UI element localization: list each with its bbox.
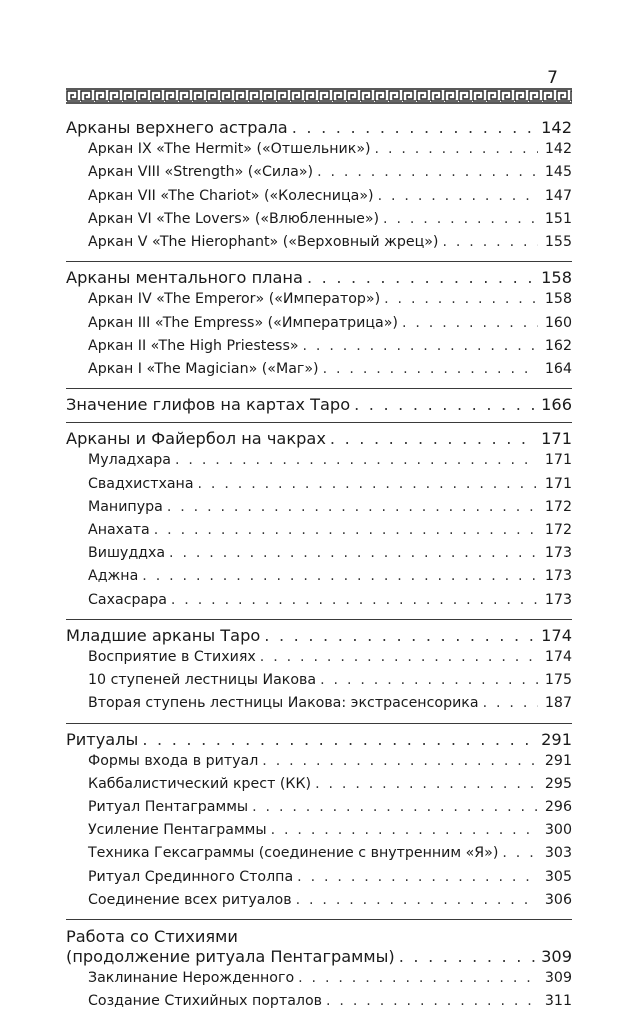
toc-heading	[66, 268, 572, 291]
dot-leader	[271, 822, 538, 838]
toc-heading-title: Младшие арканы Таро	[66, 625, 261, 645]
toc-entry-page: 171	[544, 452, 572, 469]
toc-entry-page: 173	[544, 568, 572, 585]
toc-heading-page: 174	[541, 625, 572, 645]
toc-heading-page: 142	[541, 118, 572, 137]
toc-entry-label: Свадхистхана	[88, 475, 194, 492]
toc-heading-page: 309	[541, 947, 572, 966]
dot-leader	[307, 268, 537, 287]
page-number: 7	[547, 68, 558, 88]
toc-entry	[66, 892, 572, 915]
toc-entry-page: 174	[544, 648, 572, 665]
toc-entry-label: Ритуал Срединного Столпа	[88, 868, 294, 885]
toc-section	[66, 261, 572, 384]
toc-entry-label: 10 ступеней лестницы Иакова	[88, 672, 317, 689]
toc-entry	[66, 338, 572, 361]
dot-leader	[169, 545, 538, 561]
toc-entry-label: Аркан VI «The Lovers» («Влюбленные»)	[88, 210, 380, 227]
toc-entry	[66, 361, 572, 384]
toc-entry	[66, 452, 572, 475]
toc-entry-page: 187	[544, 695, 572, 712]
toc-entry	[66, 211, 572, 234]
dot-leader	[378, 188, 538, 204]
toc-entry	[66, 188, 572, 211]
toc-entry	[66, 291, 572, 314]
toc-entry	[66, 592, 572, 615]
dot-leader	[323, 361, 538, 377]
toc-entry-label: Аркан V «The Hierophant» («Верховный жрец»)	[88, 233, 439, 250]
toc-entry-page: 145	[544, 164, 572, 181]
toc-entry-label: Аркан III «The Empress» («Императрица»)	[88, 314, 398, 331]
toc-heading-page: 158	[541, 268, 572, 288]
toc-heading	[66, 118, 572, 141]
toc-entry	[66, 164, 572, 187]
toc-entry	[66, 753, 572, 776]
toc-entry-page: 303	[544, 845, 572, 862]
toc-entry-label: Аркан VIII «Strength» («Сила»)	[88, 164, 314, 181]
dot-leader	[317, 164, 538, 180]
toc-entry	[66, 522, 572, 545]
toc-entry-label: Аркан IX «The Hermit» («Отшельник»)	[88, 141, 371, 158]
toc-entry-label: Вишуддха	[88, 545, 166, 562]
toc-entry	[66, 822, 572, 845]
toc-entry-label: Ритуал Пентаграммы	[88, 799, 249, 816]
toc-entry-label: Усиление Пентаграммы	[88, 822, 267, 839]
dot-leader	[320, 672, 538, 688]
toc-entry	[66, 568, 572, 591]
toc-entry-page: 296	[544, 799, 572, 816]
toc-heading	[66, 395, 572, 418]
toc-heading-page: 171	[541, 429, 572, 449]
toc-entry-page: 173	[544, 591, 572, 608]
toc-heading	[66, 730, 572, 753]
toc-entry-page: 306	[544, 891, 572, 908]
toc-section	[66, 118, 572, 257]
dot-leader	[262, 753, 538, 769]
toc-entry	[66, 799, 572, 822]
dot-leader	[260, 649, 538, 665]
dot-leader	[303, 338, 538, 354]
toc-section	[66, 619, 572, 719]
toc-heading	[66, 947, 572, 970]
toc-heading-title: Арканы и Файербол на чакрах	[66, 429, 326, 449]
toc-heading-page: 291	[541, 729, 572, 749]
toc-entry-label: Аркан II «The High Priestess»	[88, 337, 299, 354]
toc-entry-page: 171	[544, 475, 572, 492]
dot-leader	[326, 993, 538, 1009]
toc-entry-label: Формы входа в ритуал	[88, 752, 259, 769]
toc-section	[66, 388, 572, 418]
toc-entry	[66, 545, 572, 568]
dot-leader	[142, 568, 538, 584]
toc-entry-page: 309	[544, 970, 572, 987]
toc-entry-label: Аркан I «The Magician» («Маг»)	[88, 360, 319, 377]
dot-leader	[375, 141, 538, 157]
toc-entry-label: Восприятие в Стихиях	[88, 648, 256, 665]
toc-entry-label: Муладхара	[88, 452, 171, 469]
toc-section	[66, 723, 572, 916]
toc-entry	[66, 499, 572, 522]
toc-entry-label: Техника Гексаграммы (соединение с внутренним «Я»)	[88, 845, 499, 862]
toc-heading-title: Арканы ментального плана	[66, 268, 303, 288]
toc-entry	[66, 234, 572, 257]
greek-key-border	[66, 88, 572, 104]
toc-entry	[66, 776, 572, 799]
dot-leader	[142, 730, 537, 749]
dot-leader	[298, 970, 538, 986]
dot-leader	[383, 211, 538, 227]
dot-leader	[402, 315, 538, 331]
toc-entry-page: 305	[544, 868, 572, 885]
toc-entry-page: 291	[544, 752, 572, 769]
dot-leader	[330, 429, 537, 448]
toc-entry	[66, 695, 572, 718]
toc-section	[66, 422, 572, 615]
toc-entry	[66, 869, 572, 892]
toc-heading-title-line1: Работа со Стихиями	[66, 927, 238, 946]
toc-entry-label: Аркан IV «The Emperor» («Император»)	[88, 291, 381, 308]
toc-entry-page: 147	[544, 187, 572, 204]
dot-leader	[171, 592, 538, 608]
dot-leader	[399, 947, 537, 966]
toc-heading	[66, 626, 572, 649]
toc-entry-page: 300	[544, 822, 572, 839]
toc-entry-label: Создание Стихийных порталов	[88, 993, 323, 1010]
toc-heading-page: 166	[541, 395, 572, 415]
dot-leader	[502, 845, 538, 861]
toc-entry-page: 164	[544, 360, 572, 377]
dot-leader	[483, 695, 538, 711]
toc-entry-page: 162	[544, 337, 572, 354]
dot-leader	[384, 291, 538, 307]
toc-section	[66, 919, 572, 1017]
toc-heading-title: Значение глифов на картах Таро	[66, 395, 351, 415]
toc-entry-page: 160	[544, 314, 572, 331]
toc-entry-page: 295	[544, 775, 572, 792]
dot-leader	[175, 452, 538, 468]
dot-leader	[198, 476, 538, 492]
toc-entry-label: Аджна	[88, 568, 139, 585]
dot-leader	[296, 892, 538, 908]
toc-heading-title: Арканы верхнего астрала	[66, 118, 288, 137]
dot-leader	[315, 776, 538, 792]
toc-heading-title: Ритуалы	[66, 729, 139, 749]
toc-entry	[66, 845, 572, 868]
toc-entry-page: 311	[544, 993, 572, 1010]
toc-entry-label: Заклинание Нерожденного	[88, 970, 295, 987]
dot-leader	[264, 626, 537, 645]
toc-entry-page: 151	[544, 210, 572, 227]
toc-entry	[66, 993, 572, 1016]
toc-entry	[66, 476, 572, 499]
toc-entry-label: Вторая ступень лестницы Иакова: экстрасенсорика	[88, 695, 479, 712]
toc-entry-page: 172	[544, 522, 572, 538]
toc-entry-page: 155	[544, 233, 572, 250]
toc-heading	[66, 429, 572, 452]
toc-entry	[66, 141, 572, 164]
dot-leader	[297, 869, 538, 885]
toc-entry-label: Манипура	[88, 498, 163, 515]
dot-leader	[354, 395, 537, 414]
toc-entry	[66, 315, 572, 338]
toc-entry-label: Каббалистический крест (КК)	[88, 775, 312, 792]
toc-entry	[66, 970, 572, 993]
toc-entry-page: 172	[544, 498, 572, 515]
toc-entry	[66, 649, 572, 672]
toc-entry-label: Сахасрара	[88, 591, 167, 608]
table-of-contents	[66, 118, 572, 1021]
toc-heading-title-line2: (продолжение ритуала Пентаграммы)	[66, 947, 395, 966]
toc-entry-label: Соединение всех ритуалов	[88, 891, 292, 908]
dot-leader	[167, 499, 538, 515]
toc-entry-page: 142	[544, 141, 572, 158]
dot-leader	[292, 118, 537, 137]
toc-entry-label: Аркан VII «The Chariot» («Колесница»)	[88, 187, 374, 204]
toc-entry-page: 175	[544, 672, 572, 689]
dot-leader	[252, 799, 538, 815]
toc-entry-page: 158	[544, 291, 572, 308]
dot-leader	[154, 522, 538, 538]
toc-entry	[66, 672, 572, 695]
toc-entry-page: 173	[544, 545, 572, 562]
dot-leader	[442, 234, 538, 250]
toc-entry-label: Анахата	[88, 522, 150, 538]
